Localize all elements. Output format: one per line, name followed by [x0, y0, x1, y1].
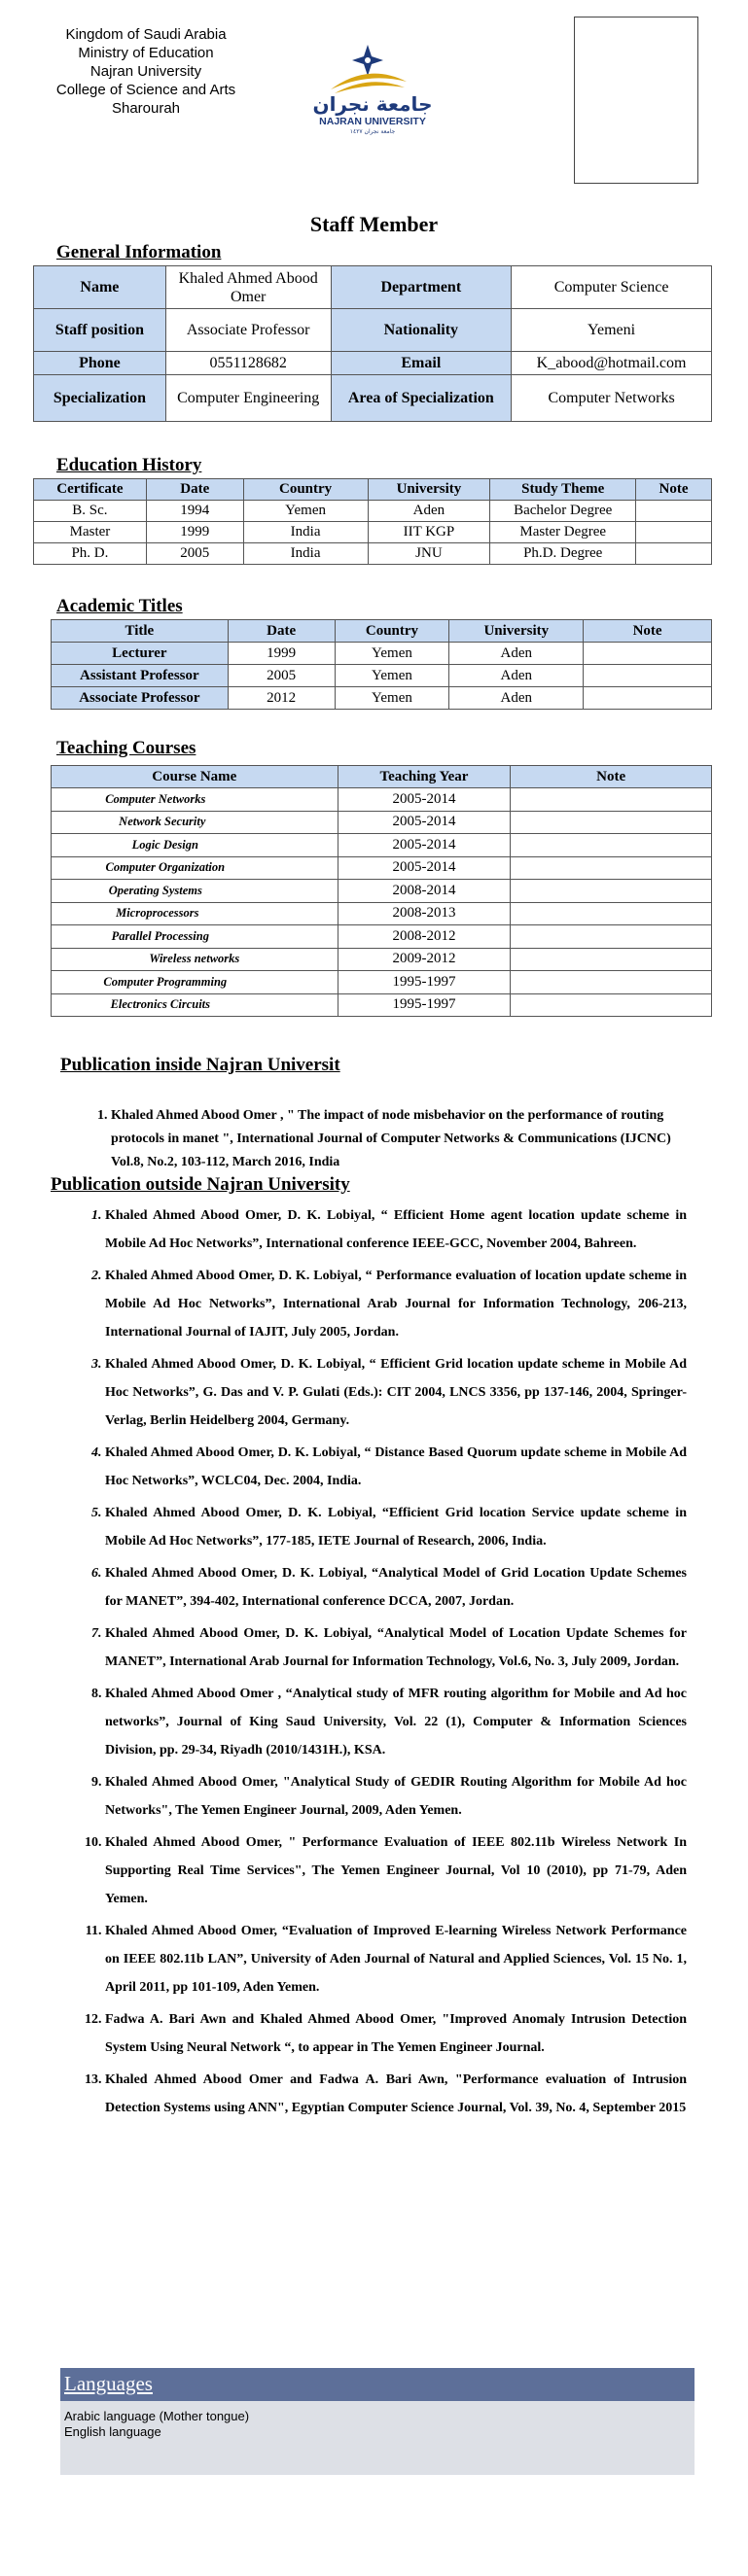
table-cell: B. Sc. [34, 501, 147, 522]
note-cell [511, 788, 712, 812]
table-row [52, 687, 712, 710]
photo-placeholder [574, 17, 698, 184]
table-row [52, 993, 712, 1017]
table-cell: Associate Professor [52, 687, 229, 710]
academic-titles-heading: Academic Titles [56, 596, 183, 616]
table-cell: Aden [449, 687, 584, 710]
label-email: Email [331, 352, 512, 375]
publication-item: 6. Khaled Ahmed Abood Omer, D. K. Lobiyal, “Analytical Model of Grid Location Update Schemes for MANET”, 394-402, International conference DCCA, 2007, Jordan. [105, 1559, 687, 1616]
publication-item: 13. Khaled Ahmed Abood Omer and Fadwa A. Bari Awn, "Performance evaluation of Intrusion Detection Systems using ANN", Egyptian Computer Science Journal, Vol. 39, No. 4, September 2015 [105, 2066, 687, 2122]
publication-outside-heading: Publication outside Najran University [51, 1174, 350, 1195]
course-name: Microprocessors [52, 902, 338, 925]
column-header: Teaching Year [338, 766, 511, 788]
column-header: Note [636, 479, 712, 501]
table-row [34, 375, 712, 422]
publication-item: 4. Khaled Ahmed Abood Omer, D. K. Lobiyal, “ Distance Based Quorum update scheme in Mobile Ad Hoc Networks”, WCLC04, Dec. 2004, India. [105, 1439, 687, 1495]
table-cell: Aden [368, 501, 490, 522]
table-cell: Lecturer [52, 643, 229, 665]
publication-item: 12. Fadwa A. Bari Awn and Khaled Ahmed Abood Omer, "Improved Anomaly Intrusion Detection System Using Neural Network “, to appear in The Yemen Engineer Journal. [105, 2005, 687, 2062]
publication-inside-list [58, 1104, 681, 1174]
table-row [52, 788, 712, 812]
page-title: Staff Member [309, 212, 439, 236]
academic-titles-table [51, 619, 712, 710]
header-line: Sharourah [111, 100, 181, 117]
table-row [34, 501, 712, 522]
course-name: Operating Systems [52, 880, 338, 903]
column-header: Note [584, 620, 712, 643]
publication-item: 8. Khaled Ahmed Abood Omer , “Analytical study of MFR routing algorithm for Mobile and Ad hoc networks”, Journal of King Saud University, Vol. 22 (1), Computer & Information Sciences Division, pp. 29-34, Riyadh (2010/1431H.), KSA. [105, 1680, 687, 1764]
column-header: Date [228, 620, 335, 643]
column-header: Country [335, 620, 449, 643]
note-cell [511, 834, 712, 857]
label-name: Name [34, 266, 166, 309]
label-phone: Phone [34, 352, 166, 375]
note-cell [511, 811, 712, 834]
logo-arabic-name: جامعة نجران [312, 92, 433, 116]
table-row [52, 834, 712, 857]
note-cell [511, 902, 712, 925]
table-cell: 2012 [228, 687, 335, 710]
course-name: Electronics Circuits [52, 993, 338, 1017]
table-row [52, 856, 712, 880]
teaching-year: 2008-2012 [338, 925, 511, 949]
table-row [52, 971, 712, 994]
label-staff-position: Staff position [34, 309, 166, 352]
table-cell: Assistant Professor [52, 665, 229, 687]
note-cell [511, 925, 712, 949]
teaching-year: 2005-2014 [338, 788, 511, 812]
publication-item: 10. Khaled Ahmed Abood Omer, " Performance Evaluation of IEEE 802.11b Wireless Network In Supporting Real Time Services", The Yemen Engineer Journal, Vol 10 (2010), pp 71-79, Aden Yemen. [105, 1828, 687, 1913]
course-name: Parallel Processing [52, 925, 338, 949]
table-cell: India [243, 522, 368, 543]
publication-item: 5. Khaled Ahmed Abood Omer, D. K. Lobiyal, “Efficient Grid location Service update scheme in Mobile Ad Hoc Networks”, 177-185, IETE Journal of Research, 2006, India. [105, 1499, 687, 1555]
table-cell: Bachelor Degree [490, 501, 636, 522]
label-area-of-specialization: Area of Specialization [331, 375, 512, 422]
course-name: Computer Programming [52, 971, 338, 994]
course-name: Wireless networks [52, 948, 338, 971]
column-header: Title [52, 620, 229, 643]
value-email: K_abood@hotmail.com [512, 352, 712, 375]
table-cell: JNU [368, 543, 490, 565]
teaching-year: 2005-2014 [338, 856, 511, 880]
column-header: Date [146, 479, 243, 501]
header-line: College of Science and Arts [55, 82, 236, 98]
table-cell: Yemen [335, 643, 449, 665]
logo-english-name: NAJRAN UNIVERSITY [319, 116, 426, 127]
table-header-row [52, 620, 712, 643]
table-row [34, 309, 712, 352]
publication-inside-heading: Publication inside Najran Universit [60, 1055, 340, 1075]
table-cell: Aden [449, 665, 584, 687]
table-row [52, 948, 712, 971]
table-cell: Master [34, 522, 147, 543]
publication-item: 2. Khaled Ahmed Abood Omer, D. K. Lobiyal, “ Performance evaluation of location update scheme in Mobile Ad Hoc Networks”, International Arab Journal for Information Technology, 206-213, International Journal of IAJIT, July 2005, Jordan. [105, 1262, 687, 1346]
column-header: Course Name [52, 766, 338, 788]
course-name: Logic Design [52, 834, 338, 857]
header-line: Najran University [89, 63, 202, 80]
teaching-year: 1995-1997 [338, 971, 511, 994]
value-nationality: Yemeni [512, 309, 712, 352]
teaching-courses-heading: Teaching Courses [56, 738, 196, 758]
table-cell: IIT KGP [368, 522, 490, 543]
teaching-year: 1995-1997 [338, 993, 511, 1017]
table-row [52, 880, 712, 903]
table-cell: Master Degree [490, 522, 636, 543]
note-cell [511, 993, 712, 1017]
table-cell: Yemen [335, 665, 449, 687]
course-name: Computer Networks [52, 788, 338, 812]
teaching-year: 2008-2013 [338, 902, 511, 925]
note-cell [511, 880, 712, 903]
column-header: Country [243, 479, 368, 501]
teaching-year: 2005-2014 [338, 811, 511, 834]
label-department: Department [331, 266, 512, 309]
note-cell [511, 856, 712, 880]
language-item: Arabic language (Mother tongue) [64, 2409, 250, 2423]
publication-outside-list [51, 1201, 687, 2126]
education-history-table [33, 478, 712, 565]
publication-item: 7. Khaled Ahmed Abood Omer, D. K. Lobiyal, “Analytical Model of Location Update Schemes for MANET”, International Arab Journal for Information Technology, Vol.6, No. 3, July 2009, Jordan. [105, 1619, 687, 1676]
publication-item: 3. Khaled Ahmed Abood Omer, D. K. Lobiyal, “ Efficient Grid location update scheme in Mobile Ad Hoc Networks”, G. Das and V. P. Gulati (Eds.): CIT 2004, LNCS 3356, pp 137-146, 2004, Springer-Verlag, Berlin Heidelberg 2004, Germany. [105, 1350, 687, 1435]
publication-item: 9. Khaled Ahmed Abood Omer, "Analytical Study of GEDIR Routing Algorithm for Mobile Ad hoc Networks", The Yemen Engineer Journal, 2009, Aden Yemen. [105, 1768, 687, 1825]
course-name: Network Security [52, 811, 338, 834]
value-staff-position: Associate Professor [165, 309, 331, 352]
logo-arabic-small: جامعة نجران ١٤٢٧ [349, 128, 396, 135]
table-cell: 1999 [146, 522, 243, 543]
note-cell [511, 948, 712, 971]
value-area-of-specialization: Computer Networks [512, 375, 712, 422]
languages-section [60, 2368, 695, 2475]
table-row [52, 643, 712, 665]
column-header: Note [511, 766, 712, 788]
teaching-year: 2008-2014 [338, 880, 511, 903]
table-row [34, 543, 712, 565]
value-name: Khaled Ahmed Abood Omer [165, 266, 331, 309]
table-cell: Ph.D. Degree [490, 543, 636, 565]
table-header-row [52, 766, 712, 788]
table-cell [584, 665, 712, 687]
language-item: English language [64, 2424, 161, 2439]
label-nationality: Nationality [331, 309, 512, 352]
table-row [34, 522, 712, 543]
label-specialization: Specialization [34, 375, 166, 422]
value-specialization: Computer Engineering [165, 375, 331, 422]
table-cell: Yemen [335, 687, 449, 710]
general-info-heading: General Information [56, 242, 222, 262]
table-cell: Ph. D. [34, 543, 147, 565]
teaching-year: 2005-2014 [338, 834, 511, 857]
header-line: Kingdom of Saudi Arabia [65, 26, 227, 43]
table-cell: Yemen [243, 501, 368, 522]
column-header: Certificate [34, 479, 147, 501]
languages-heading: Languages [64, 2372, 153, 2395]
value-department: Computer Science [512, 266, 712, 309]
institution-header [29, 25, 263, 118]
table-row [52, 902, 712, 925]
table-row [52, 925, 712, 949]
languages-header-bar [60, 2368, 695, 2401]
table-cell [584, 643, 712, 665]
table-cell: 2005 [146, 543, 243, 565]
general-info-table [33, 265, 712, 422]
course-name: Computer Organization [52, 856, 338, 880]
table-row [52, 665, 712, 687]
table-row [34, 352, 712, 375]
column-header: University [368, 479, 490, 501]
table-row [34, 266, 712, 309]
publication-item: 1. Khaled Ahmed Abood Omer , " The impact of node misbehavior on the performance of routing protocols in manet ", International Journal of Computer Networks & Communications (IJCNC) Vol.8, No.2, 103-112, March 2016, India [111, 1104, 681, 1174]
table-cell: 1994 [146, 501, 243, 522]
table-cell [636, 543, 712, 565]
publication-item: 1. Khaled Ahmed Abood Omer, D. K. Lobiyal, “ Efficient Home agent location update scheme in Mobile Ad Hoc Networks”, International conference IEEE-GCC, November 2004, Bahreen. [105, 1201, 687, 1258]
table-cell: India [243, 543, 368, 565]
table-cell [636, 522, 712, 543]
publication-item: 11. Khaled Ahmed Abood Omer, “Evaluation of Improved E-learning Wireless Network Performance on IEEE 802.11b LAN”, University of Aden Journal of Natural and Applied Sciences, Vol. 15 No. 1, April 2011, pp 101-109, Aden Yemen. [105, 1917, 687, 2002]
table-cell: 2005 [228, 665, 335, 687]
teaching-courses-table [51, 765, 712, 1017]
table-cell: Aden [449, 643, 584, 665]
table-row [52, 811, 712, 834]
value-phone: 0551128682 [165, 352, 331, 375]
education-history-heading: Education History [56, 455, 202, 475]
table-cell: 1999 [228, 643, 335, 665]
column-header: University [449, 620, 584, 643]
note-cell [511, 971, 712, 994]
table-cell [636, 501, 712, 522]
teaching-year: 2009-2012 [338, 948, 511, 971]
header-line: Ministry of Education [78, 45, 214, 61]
najran-university-logo [309, 33, 436, 140]
column-header: Study Theme [490, 479, 636, 501]
table-cell [584, 687, 712, 710]
table-header-row [34, 479, 712, 501]
